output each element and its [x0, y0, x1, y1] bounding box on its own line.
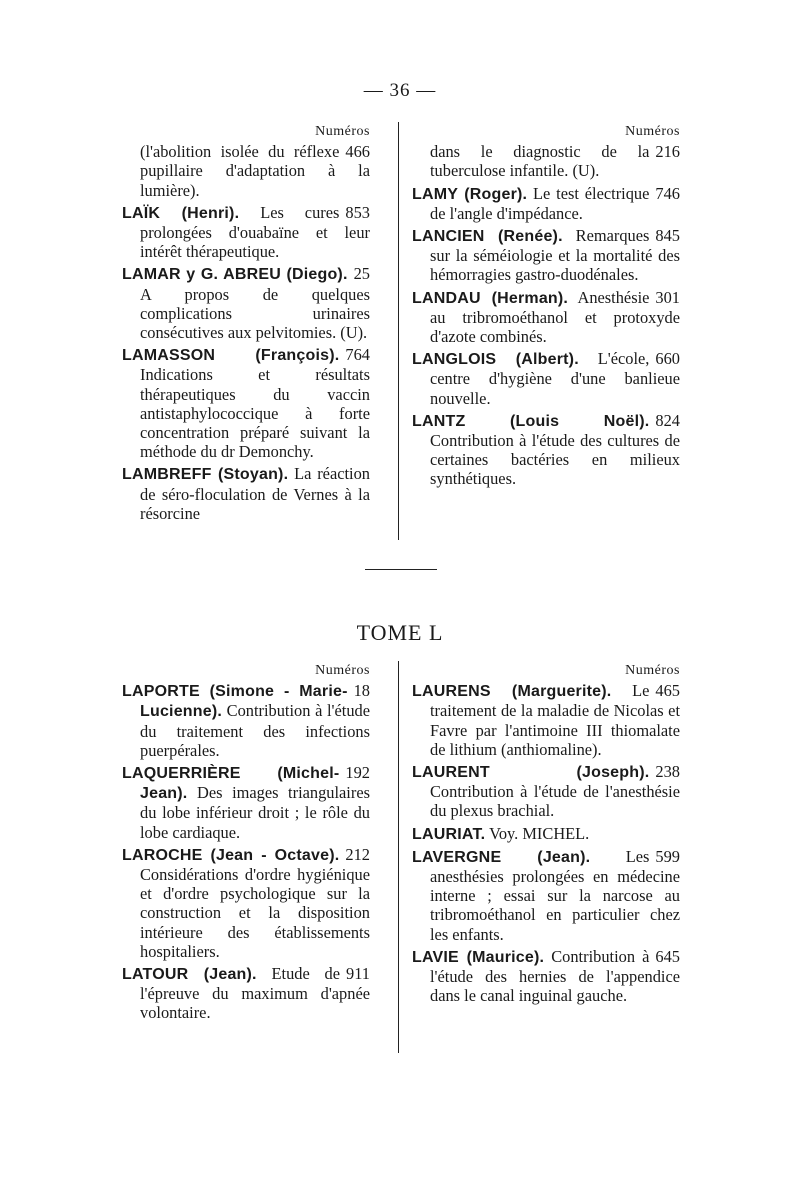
thesis-title: Anesthésie au tribromoéthanol et protoxyde d'azote combinés.	[430, 287, 680, 347]
top-right-column	[412, 122, 680, 492]
index-entry	[412, 184, 680, 223]
author-name: LAMY (Roger).	[412, 185, 528, 203]
author-name: LAVIE (Maurice).	[412, 948, 545, 966]
thesis-title: Le test électrique de l'angle d'impédance.	[430, 183, 650, 223]
bottom-right-column	[412, 661, 680, 1008]
thesis-title: Des images triangulaires du lobe inférieur droit ; le rôle du lobe cardiaque.	[140, 783, 370, 842]
thesis-number: 212	[345, 844, 370, 864]
thesis-title: Indications et résultats thérapeutiques du vaccin antistaphylococcique à forte concentration préparé suivant la méthode du dr Demonchy.	[140, 365, 370, 462]
index-entry	[412, 226, 680, 285]
index-entry	[412, 681, 680, 759]
tome-heading: TOME L	[356, 620, 444, 645]
thesis-number: 216	[655, 142, 680, 162]
index-entry	[122, 203, 370, 262]
page-number: — 36 —	[363, 80, 437, 101]
column-header: Numéros	[625, 663, 680, 678]
column-header: Numéros	[625, 124, 680, 139]
bottom-left-column	[122, 661, 399, 1053]
author-name: LAURENT (Joseph).	[412, 764, 650, 782]
thesis-title: L'école, centre d'hygiène d'une banlieue nouvelle.	[430, 349, 680, 408]
thesis-number: 25	[353, 264, 370, 284]
author-name: LAVERGNE (Jean).	[412, 848, 591, 866]
index-entry	[412, 847, 680, 944]
index-entry	[122, 964, 370, 1023]
author-name: LAMBREFF (Stoyan).	[122, 466, 289, 484]
thesis-title: dans le diagnostic de la tuberculose infantile. (U).	[430, 142, 650, 181]
thesis-title: Remarques sur la séméiologie et la mortalité des hémorragies gastro-duodénales.	[430, 226, 680, 285]
index-entry	[122, 142, 370, 200]
thesis-title: Contribution à l'étude des hernies de l'appendice dans le canal inguinal gauche.	[430, 946, 680, 1006]
author-name: LANDAU (Herman).	[412, 289, 569, 307]
thesis-number: 660	[655, 349, 680, 369]
index-entry	[122, 264, 370, 342]
index-entry	[412, 947, 680, 1006]
thesis-number: 746	[655, 183, 680, 203]
column-header: Numéros	[315, 663, 370, 678]
thesis-title: Etude de l'épreuve du maximum d'apnée volontaire.	[140, 964, 370, 1023]
thesis-number: 845	[655, 226, 680, 246]
index-entry	[122, 345, 370, 461]
author-name: LAURENS (Marguerite).	[412, 683, 612, 701]
top-left-column	[122, 122, 399, 540]
section-divider	[365, 569, 437, 570]
thesis-title: Contribution à l'étude du traitement des infections puerpérales.	[140, 701, 370, 760]
author-name: LANGLOIS (Albert).	[412, 351, 579, 369]
index-entry	[412, 142, 680, 180]
thesis-title: La réaction de séro-floculation de Vernes à la résorcine	[140, 464, 370, 523]
author-name: LANTZ (Louis Noël).	[412, 412, 650, 430]
index-entry	[412, 824, 680, 844]
thesis-number: 192	[345, 763, 370, 783]
thesis-number: 764	[345, 345, 370, 365]
thesis-number: 824	[655, 410, 680, 430]
author-name: LAMASSON (François).	[122, 347, 340, 365]
index-entry	[412, 762, 680, 821]
author-name: LAQUERRIÈRE (Michel-Jean).	[122, 765, 340, 803]
index-entry	[412, 288, 680, 347]
column-header: Numéros	[315, 124, 370, 139]
thesis-number: 599	[655, 846, 680, 866]
thesis-number: 465	[655, 681, 680, 701]
thesis-number: 18	[353, 681, 370, 701]
index-entry	[122, 681, 370, 760]
author-name: LANCIEN (Renée).	[412, 228, 563, 246]
thesis-number: 853	[345, 202, 370, 222]
thesis-title: Considérations d'ordre hygiénique et d'ordre psychologique sur la construction et la disposition intérieure des établissements hospitaliers.	[140, 865, 370, 961]
index-entry	[122, 845, 370, 961]
thesis-title: Contribution à l'étude de l'anesthésie du plexus brachial.	[430, 782, 680, 821]
thesis-number: 301	[655, 287, 680, 307]
index-entry	[412, 411, 680, 489]
index-entry	[122, 763, 370, 842]
author-name: LATOUR (Jean).	[122, 966, 257, 984]
thesis-title: Les anesthésies prolongées en médecine interne ; essai sur la narcose au tribromoéthanol en particulier chez les enfants.	[430, 846, 680, 944]
thesis-title: A propos de quelques complications urinaires consécutives aux pelvitomies. (U).	[140, 284, 370, 343]
thesis-title: (l'abolition isolée du réflexe pupillaire d'adaptation à la lumière).	[140, 142, 370, 200]
author-name: LAROCHE (Jean - Octave).	[122, 846, 340, 864]
thesis-title: Les cures prolongées d'ouabaïne et leur intérêt thérapeutique.	[140, 202, 370, 262]
author-name: LAÏK (Henri).	[122, 204, 240, 222]
thesis-number: 645	[655, 946, 680, 966]
thesis-title: Voy. MICHEL.	[489, 823, 590, 843]
author-name: LAMAR y G. ABREU (Diego).	[122, 266, 348, 284]
author-name: LAURIAT.	[412, 825, 486, 843]
index-entry	[412, 349, 680, 408]
thesis-title: Le traitement de la maladie de Nicolas et Favre par l'antimoine III thiomalate de lithium (anthiomaline).	[430, 681, 680, 759]
thesis-number: 466	[345, 142, 370, 162]
index-entry	[122, 464, 370, 523]
thesis-title: Contribution à l'étude des cultures de certaines bactéries en milieux synthétiques.	[430, 431, 680, 489]
author-name: LAPORTE (Simone - Marie-Lucienne).	[122, 683, 348, 721]
thesis-number: 911	[346, 964, 370, 984]
thesis-number: 238	[655, 762, 680, 782]
